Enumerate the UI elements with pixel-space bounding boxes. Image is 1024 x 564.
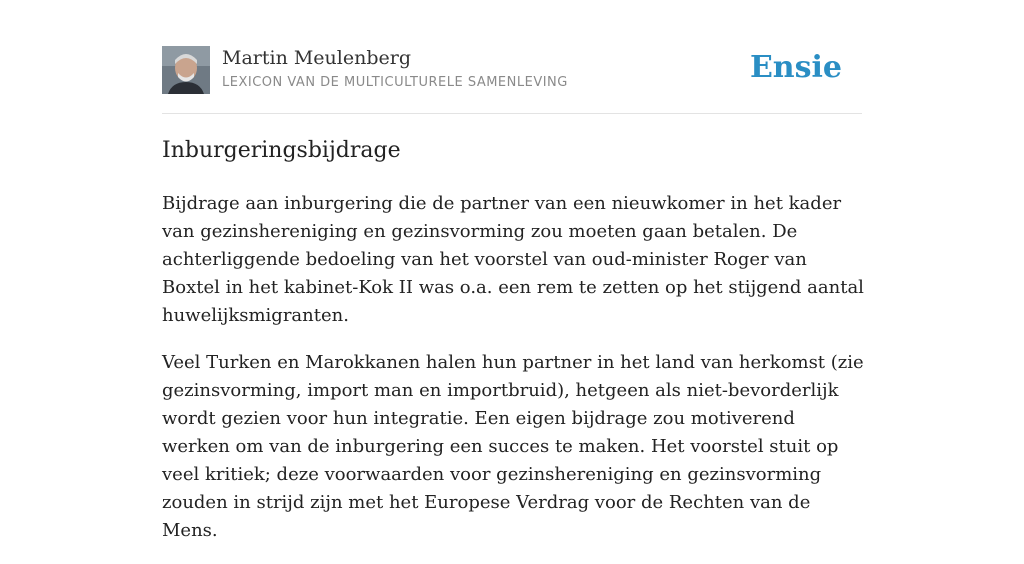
article-paragraph: Bijdrage aan inburgering die de partner van een nieuwkomer in het kader van gezinshereniging en gezinsvorming zou moeten gaan betalen. De achterliggende bedoeling van het voorstel van oud-minister Roger van Boxtel in het kabinet-Kok II was o.a. een rem te zetten op het stijgend aantal huwelijksmigranten. xyxy=(162,193,864,326)
header-divider xyxy=(162,113,862,114)
article-body xyxy=(162,190,864,564)
author-portrait-icon xyxy=(162,46,210,94)
header xyxy=(162,46,862,96)
avatar[interactable] xyxy=(162,46,210,94)
author-name[interactable]: Martin Meulenberg xyxy=(222,47,411,69)
article-paragraph: Veel Turken en Marokkanen halen hun partner in het land van herkomst (zie gezinsvorming, import man en importbruid), hetgeen als niet-bevorderlijk wordt gezien voor hun integratie. Een eigen bijdrage zou motiverend werken om van de inburgering een succes te maken. Het voorstel stuit op veel kritiek; deze voorwaarden voor gezinshereniging en gezinsvorming zouden in strijd zijn met het Europese Verdrag voor de Rechten van de Mens. xyxy=(162,352,864,541)
ensie-logo[interactable]: Ensie xyxy=(749,50,842,85)
article-title: Inburgeringsbijdrage xyxy=(162,138,401,163)
lexicon-name[interactable]: LEXICON VAN DE MULTICULTURELE SAMENLEVING xyxy=(222,75,568,90)
